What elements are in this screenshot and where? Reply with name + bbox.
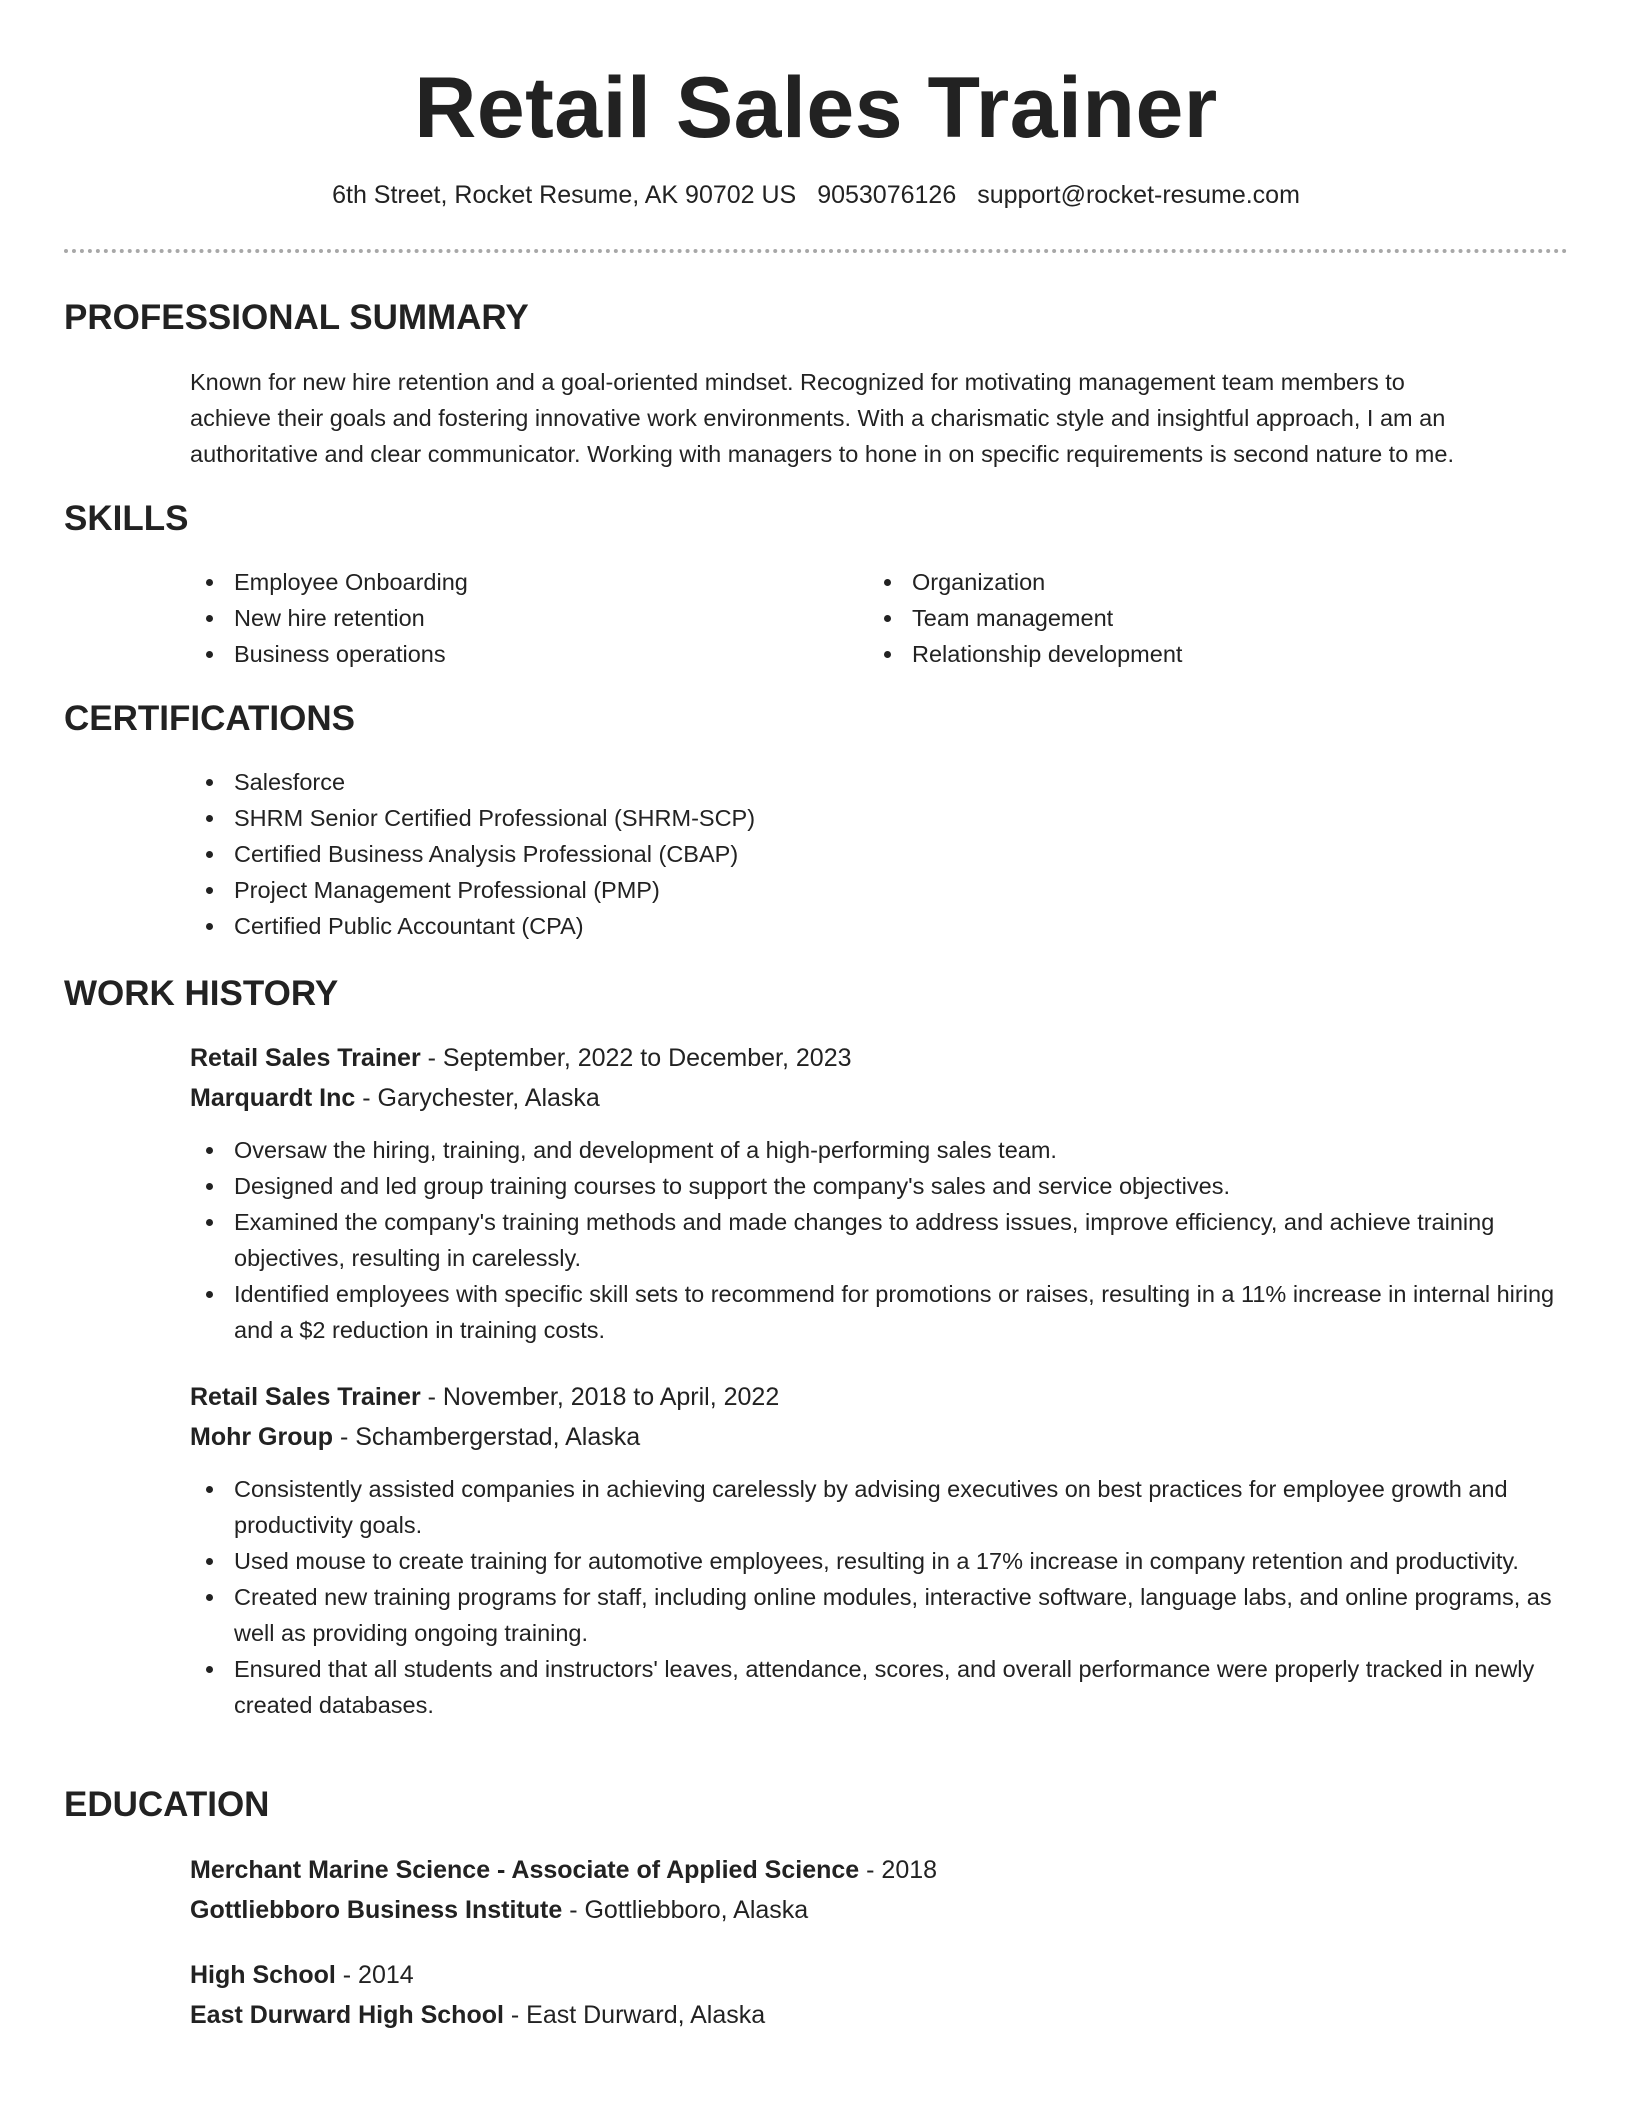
- job-bullet: Used mouse to create training for automotive employees, resulting in a 17% increase in company retention and productivity.: [190, 1543, 1570, 1579]
- education-entry: [190, 1955, 1570, 2035]
- job-role: Retail Sales Trainer: [190, 1383, 421, 1411]
- education-school: East Durward High School: [190, 2001, 504, 2029]
- education-degree: Merchant Marine Science - Associate of Applied Science: [190, 1856, 860, 1884]
- education-school-line: [190, 1995, 1570, 2035]
- contact-phone: 9053076126: [817, 181, 957, 209]
- job-dates: - November, 2018 to April, 2022: [420, 1383, 780, 1411]
- job-bullets: [190, 1132, 1570, 1348]
- education-location: - Gottliebboro, Alaska: [562, 1896, 809, 1924]
- job-entry: [190, 1377, 1570, 1723]
- job-bullet: Designed and led group training courses to support the company's sales and service objectives.: [190, 1168, 1570, 1204]
- summary-line: achieve their goals and fostering innovative work environments. With a charismatic style and insightful approach, I am an: [190, 405, 1446, 431]
- header-divider: [64, 249, 1568, 253]
- job-location: - Garychester, Alaska: [355, 1084, 600, 1112]
- job-company-line: [190, 1078, 1570, 1118]
- education-entry: [190, 1850, 1570, 1930]
- job-role: Retail Sales Trainer: [190, 1044, 421, 1072]
- certification-item: Project Management Professional (PMP): [190, 872, 1570, 908]
- skills-list: [190, 564, 1570, 672]
- skills-column-right: [868, 564, 1546, 672]
- skill-item: Employee Onboarding: [190, 564, 868, 600]
- job-title-line: [190, 1377, 1570, 1417]
- contact-email: support@rocket-resume.com: [977, 181, 1300, 209]
- education-school: Gottliebboro Business Institute: [190, 1896, 563, 1924]
- skills-column-left: [190, 564, 868, 672]
- job-bullet: Created new training programs for staff, including online modules, interactive software, language labs, and online programs, as well as providing ongoing training.: [190, 1579, 1570, 1651]
- job-company: Mohr Group: [190, 1423, 334, 1451]
- job-company-line: [190, 1417, 1570, 1457]
- job-bullet: Examined the company's training methods and made changes to address issues, improve efficiency, and achieve training objectives, resulting in carelessly.: [190, 1204, 1570, 1276]
- contact-address: 6th Street, Rocket Resume, AK 90702 US: [332, 181, 797, 209]
- job-title-line: [190, 1038, 1570, 1078]
- education-location: - East Durward, Alaska: [503, 2001, 766, 2029]
- skill-item: Organization: [868, 564, 1546, 600]
- education-school-line: [190, 1890, 1570, 1930]
- skill-item: Business operations: [190, 636, 868, 672]
- resume-name: Retail Sales Trainer: [414, 60, 1218, 156]
- certification-item: Certified Public Accountant (CPA): [190, 908, 1570, 944]
- education-degree-line: [190, 1850, 1570, 1890]
- job-bullet: Consistently assisted companies in achieving carelessly by advising executives on best practices for employee growth and productivity goals.: [190, 1471, 1570, 1543]
- job-company: Marquardt Inc: [190, 1084, 356, 1112]
- summary-line: authoritative and clear communicator. Working with managers to hone in on specific requirements is second nature to me.: [190, 441, 1454, 467]
- education-degree-line: [190, 1955, 1570, 1995]
- job-dates: - September, 2022 to December, 2023: [420, 1044, 852, 1072]
- summary-line: Known for new hire retention and a goal-oriented mindset. Recognized for motivating management team members to: [190, 369, 1405, 395]
- education-year: - 2014: [335, 1961, 414, 1989]
- education-heading: EDUCATION: [64, 1785, 270, 1824]
- skills-heading: SKILLS: [64, 499, 189, 538]
- work-history-heading: WORK HISTORY: [64, 974, 339, 1013]
- certification-item: Salesforce: [190, 764, 1570, 800]
- education-degree: High School: [190, 1961, 336, 1989]
- skill-item: Team management: [868, 600, 1546, 636]
- certification-item: SHRM Senior Certified Professional (SHRM-SCP): [190, 800, 1570, 836]
- contact-line: [64, 178, 1568, 212]
- job-location: - Schambergerstad, Alaska: [333, 1423, 641, 1451]
- summary-text: [190, 364, 1570, 472]
- education-year: - 2018: [859, 1856, 938, 1884]
- certifications-list: [190, 764, 1570, 944]
- skill-item: New hire retention: [190, 600, 868, 636]
- summary-heading: PROFESSIONAL SUMMARY: [64, 298, 529, 337]
- job-bullet: Identified employees with specific skill sets to recommend for promotions or raises, resulting in a 11% increase in internal hiring and a $2 reduction in training costs.: [190, 1276, 1570, 1348]
- certification-item: Certified Business Analysis Professional (CBAP): [190, 836, 1570, 872]
- job-bullet: Ensured that all students and instructors' leaves, attendance, scores, and overall performance were properly tracked in newly created databases.: [190, 1651, 1570, 1723]
- skill-item: Relationship development: [868, 636, 1546, 672]
- resume-page: [64, 0, 1568, 2029]
- job-bullets: [190, 1471, 1570, 1723]
- certifications-heading: CERTIFICATIONS: [64, 699, 356, 738]
- job-bullet: Oversaw the hiring, training, and development of a high-performing sales team.: [190, 1132, 1570, 1168]
- job-entry: [190, 1038, 1570, 1348]
